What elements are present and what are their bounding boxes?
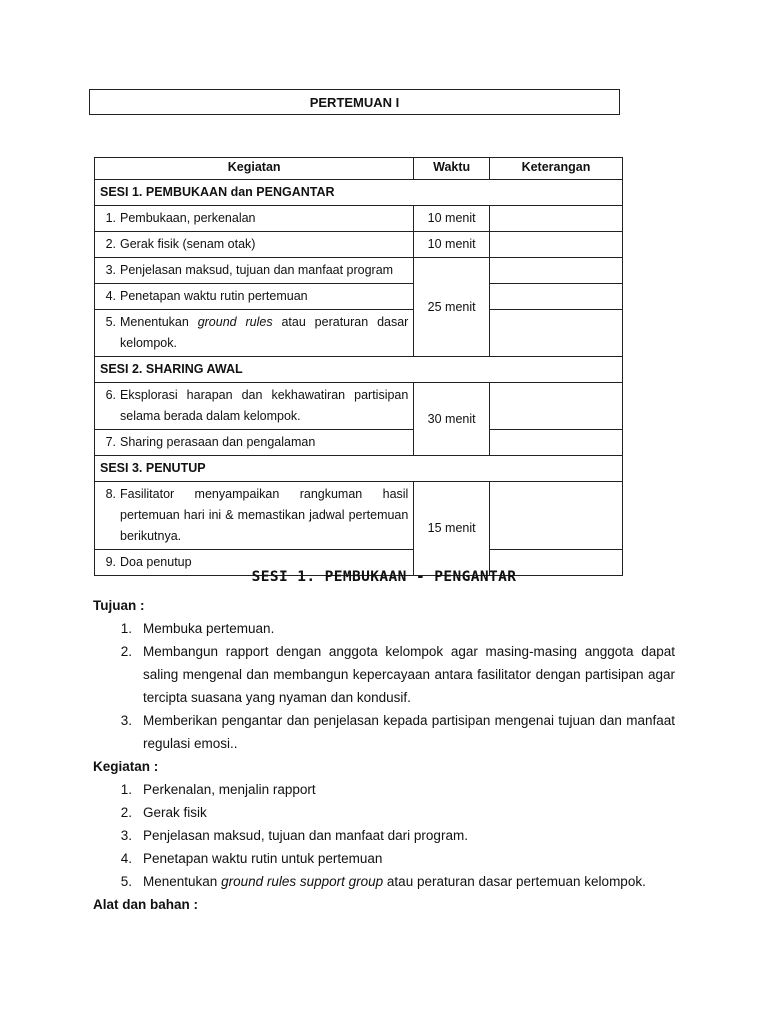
activity-cell: 5. Menentukan ground rules atau peraturan dasar kelompok. (95, 310, 414, 357)
activity-cell: 8. Fasilitator menyampaikan rangkuman hasil pertemuan hari ini & memastikan jadwal pertemuan berikutnya. (95, 482, 414, 550)
session-label: SESI 1. PEMBUKAAN dan PENGANTAR (95, 180, 623, 206)
note-cell (489, 383, 622, 430)
list-item: 2. Membangun rapport dengan anggota kelompok agar masing-masing anggota dapat saling mengenal dan membangun kepercayaan antara fasilitator dengan partisipan agar tercipta suasana yang nyaman dan kondusif. (120, 644, 675, 705)
time-cell: 15 menit (414, 482, 490, 576)
note-cell (489, 482, 622, 550)
note-cell (489, 284, 622, 310)
table-row (95, 232, 623, 258)
time-cell: 10 menit (414, 206, 490, 232)
table-header-row (95, 158, 623, 180)
column-header-kegiatan: Kegiatan (95, 158, 414, 180)
table-row (95, 482, 623, 550)
column-header-keterangan: Keterangan (489, 158, 622, 180)
note-cell (489, 258, 622, 284)
time-cell: 30 menit (414, 383, 490, 456)
activity-cell: 2. Gerak fisik (senam otak) (95, 232, 414, 258)
section-body (93, 594, 675, 916)
activity-cell: 3. Penjelasan maksud, tujuan dan manfaat program (95, 258, 414, 284)
column-header-waktu: Waktu (414, 158, 490, 180)
note-cell (489, 206, 622, 232)
session-row (95, 456, 623, 482)
list-item: 3. Penjelasan maksud, tujuan dan manfaat dari program. (120, 828, 468, 843)
table-row (95, 310, 623, 357)
activity-cell: 7. Sharing perasaan dan pengalaman (95, 430, 414, 456)
tujuan-list (93, 617, 675, 755)
table-row (95, 206, 623, 232)
activity-cell: 9. Doa penutup (95, 550, 414, 576)
tujuan-label: Tujuan : (93, 598, 145, 613)
session-label: SESI 3. PENUTUP (95, 456, 623, 482)
table-row (95, 284, 623, 310)
schedule-table (94, 157, 623, 576)
activity-cell: 4. Penetapan waktu rutin pertemuan (95, 284, 414, 310)
activity-cell: 6. Eksplorasi harapan dan kekhawatiran partisipan selama berada dalam kelompok. (95, 383, 414, 430)
session-label: SESI 2. SHARING AWAL (95, 357, 623, 383)
page-title: PERTEMUAN I (89, 89, 620, 115)
session-row (95, 357, 623, 383)
list-item: 1. Membuka pertemuan. (120, 621, 275, 636)
table-row (95, 430, 623, 456)
time-cell: 25 menit (414, 258, 490, 357)
activity-cell: 1. Pembukaan, perkenalan (95, 206, 414, 232)
table-row (95, 383, 623, 430)
note-cell (489, 232, 622, 258)
alat-label: Alat dan bahan : (93, 897, 199, 912)
list-item: 1. Perkenalan, menjalin rapport (120, 782, 316, 797)
list-item: 4. Penetapan waktu rutin untuk pertemuan (120, 851, 383, 866)
section-heading: SESI 1. PEMBUKAAN - PENGANTAR (251, 569, 517, 585)
note-cell (489, 310, 622, 357)
time-cell: 10 menit (414, 232, 490, 258)
kegiatan-label: Kegiatan : (93, 759, 159, 774)
list-item: 2. Gerak fisik (120, 805, 207, 820)
kegiatan-list (93, 778, 675, 893)
list-item: 5. Menentukan ground rules support group atau peraturan dasar pertemuan kelompok. (120, 874, 646, 889)
list-item: 3. Memberikan pengantar dan penjelasan kepada partisipan mengenai tujuan dan manfaat regulasi emosi.. (120, 713, 675, 751)
note-cell (489, 430, 622, 456)
table-row (95, 258, 623, 284)
session-row (95, 180, 623, 206)
